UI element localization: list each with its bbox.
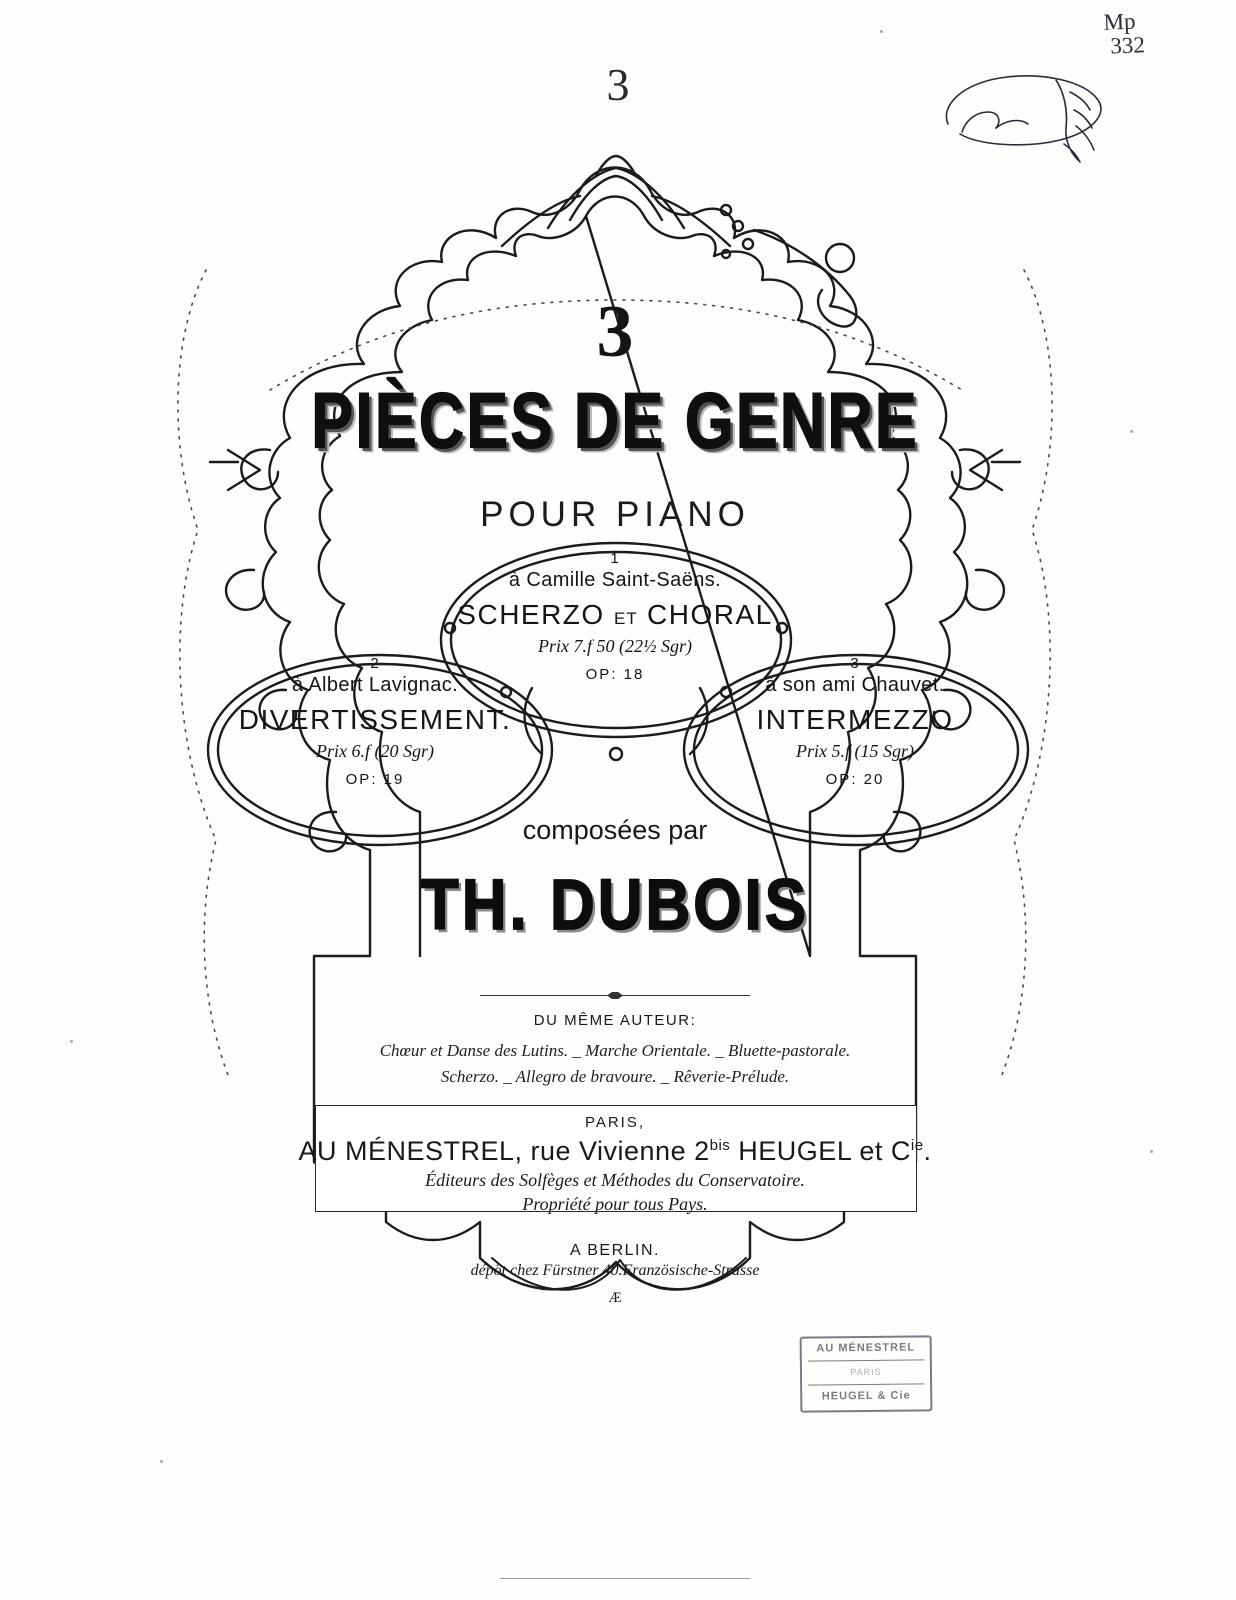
bottom-rule [500,1578,750,1579]
paper-speck [1150,1150,1153,1153]
piece-2-dedication: à Albert Lavignac. [291,674,459,696]
piece-3-number: 3 [850,655,860,672]
decorative-cartouche [150,150,1080,1320]
composer-name: TH. DUBOIS [420,865,810,946]
stamp-line-1: AU MÉNESTREL [816,1341,916,1355]
same-author-label: DU MÊME AUTEUR: [533,1012,697,1029]
publisher-copyright: Propriété pour tous Pays. [522,1194,708,1214]
publisher-name-sup1: bis [709,1137,731,1154]
publisher-name-part1: AU MÉNESTREL, rue Vivienne 2 [298,1136,710,1166]
publisher-subtitle: Éditeurs des Solfèges et Méthodes du Conservatoire. [425,1170,805,1190]
paper-speck [70,1040,73,1043]
stamp-line-2: PARIS [850,1366,882,1378]
composer-prefix: composées par [522,815,708,845]
piece-3-dedication: à son ami Chauvet. [765,674,945,696]
berlin-depot: dépôt chez Fürstner 40.Französische-Strasse [470,1262,760,1279]
same-author-works [150,1038,1080,1091]
page-number: 3 [606,59,630,110]
shelfmark-line-1: Mp [1102,8,1136,35]
piece-2-title: DIVERTISSEMENT. [238,704,512,735]
plate-mark: Æ [608,1290,622,1306]
piece-1-price: Prix 7.f 50 (22½ Sgr) [538,636,692,656]
piece-1-title-part1: SCHERZO [457,599,605,630]
piece-card-3 [690,655,1020,788]
piece-1-dedication: à Camille Saint-Saëns. [508,569,722,591]
piece-3-price: Prix 5.f (15 Sgr) [796,741,914,761]
title-subtitle: POUR PIANO [480,495,750,534]
publisher-city: PARIS, [584,1114,646,1131]
shelfmark-annotation [1103,9,1145,59]
publisher-name [150,1136,1080,1167]
same-author-line-2: Scherzo. _ Allegro de bravoure. _ Rêverie-Prélude. [440,1067,790,1087]
publisher-name-end: . [923,1136,932,1166]
stamp-divider [808,1359,924,1361]
piece-card-2 [210,655,540,788]
publisher-name-sup2: ie [910,1137,924,1154]
publisher-name-part2: HEUGEL et C [730,1136,911,1166]
piece-2-number: 2 [370,655,380,672]
piece-1-opus: OP: 18 [585,666,645,683]
shelfmark-line-2: 332 [1109,32,1145,59]
piece-3-title: INTERMEZZO [756,704,954,735]
paper-speck [880,30,883,33]
same-author-line-1: Chœur et Danse des Lutins. _ Marche Orientale. _ Bluette-pastorale. [379,1041,851,1060]
piece-3-opus: OP: 20 [825,771,885,788]
berlin-city: A BERLIN. [570,1242,660,1259]
paper-speck [1130,430,1133,433]
page-title: PIÈCES DE GENRE [311,377,919,465]
piece-1-title [440,599,790,631]
piece-1-number: 1 [610,550,620,567]
stamp-line-3: HEUGEL & Cie [821,1389,911,1403]
piece-1-title-part2: CHORAL [647,599,773,630]
piece-2-price: Prix 6.f (20 Sgr) [316,741,434,761]
piece-2-opus: OP: 19 [345,771,405,788]
opus-count-number: 3 [596,291,634,373]
divider-rule [480,995,750,996]
piece-1-title-conjunction: ET [613,609,638,628]
paper-speck [160,1460,163,1463]
library-stamp [800,1335,933,1412]
